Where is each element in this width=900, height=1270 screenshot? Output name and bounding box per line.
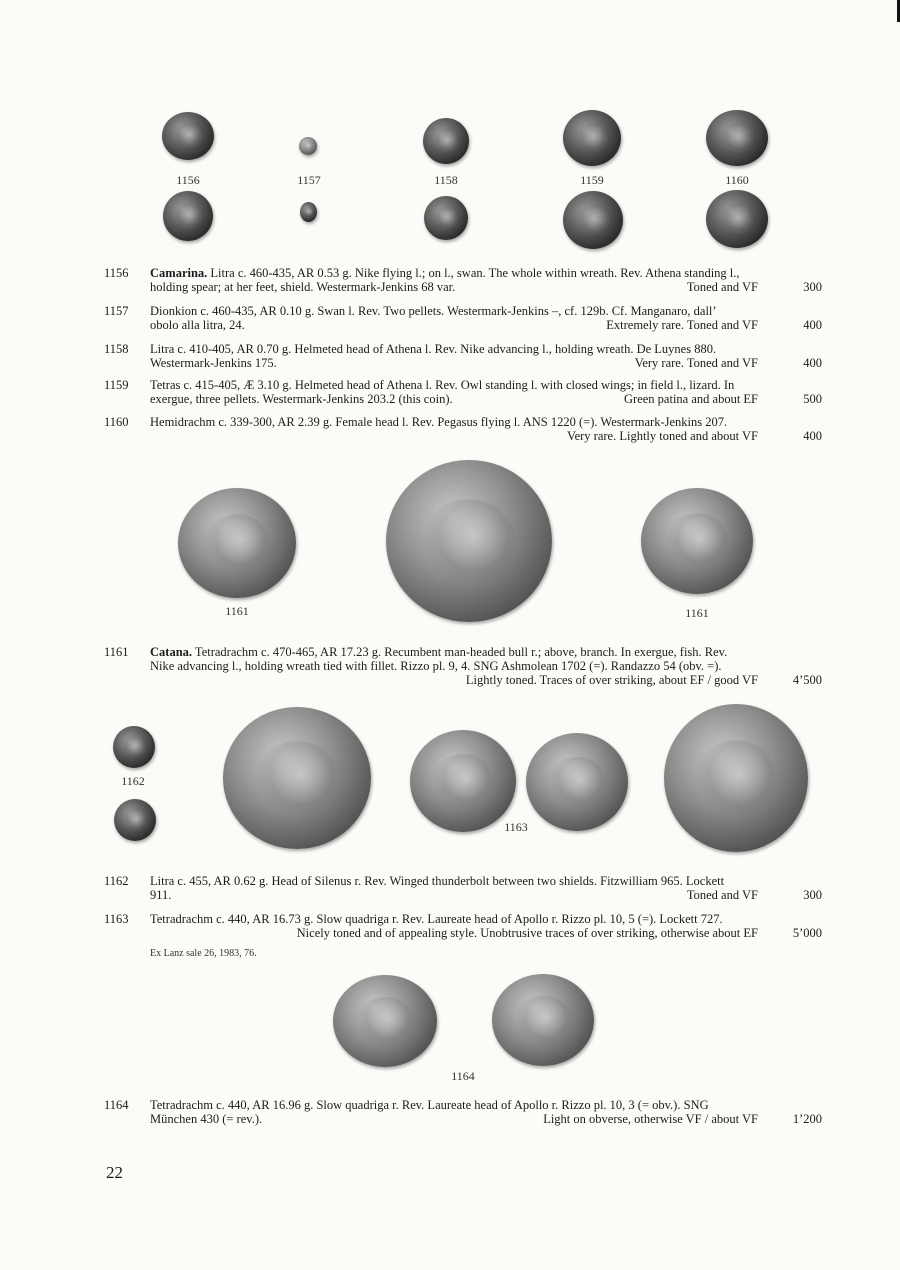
lot-number: 1156 [104,266,129,280]
lot-grade: Toned and VF [686,280,758,294]
lot-description: Tetradrachm c. 440, AR 16.96 g. Slow quadriga r. Rev. Laureate head of Apollo r. Rizzo pl. 10, 3 (= obv.). SNG [150,1098,709,1112]
entry-1156 [104,266,822,296]
coin-1163-reverse-enlarged [664,704,808,852]
lot-grade: Toned and VF [686,888,758,902]
coin-1157-reverse [300,202,317,222]
entry-1162 [104,874,822,904]
lot-price: 4’500 [792,673,822,687]
lot-description-cont: exergue, three pellets. Westermark-Jenkins 203.2 (this coin). [150,392,453,406]
page-number: 22 [106,1163,123,1182]
lot-number: 1161 [104,645,129,659]
coin-1164-reverse [492,974,594,1066]
lot-grade: Very rare. Toned and VF [634,356,758,370]
plate-label-1157: 1157 [297,173,321,187]
plate-label-1163: 1163 [504,820,528,834]
lot-number: 1160 [104,415,129,429]
coin-1161-obverse [178,488,296,598]
coin-1162-reverse [114,799,156,841]
lot-description: Hemidrachm c. 339-300, AR 2.39 g. Female head l. Rev. Pegasus flying l. ANS 1220 (=). Westermark-Jenkins 207. [150,415,728,429]
lot-number: 1157 [104,304,129,318]
entry-1158 [104,342,822,372]
lot-description: Litra c. 460-435, AR 0.53 g. Nike flying l.; on l., swan. The whole within wreath. Rev. Athena standing l., [207,266,740,280]
lot-price: 300 [803,280,822,294]
lot-price: 300 [803,888,822,902]
mint-name: Catana. [150,645,193,659]
lot-number: 1158 [104,342,129,356]
lot-description-cont: Nike advancing l., holding wreath tied with fillet. Rizzo pl. 9, 4. SNG Ashmolean 1702 (=). Randazzo 54 (obv. =). [150,659,722,673]
coin-1160-reverse [706,190,768,248]
lot-number: 1163 [104,912,129,926]
plate-label-1161-reverse: 1161 [685,606,709,620]
lot-number: 1159 [104,378,129,392]
lot-description-cont: 911. [150,888,172,902]
lot-price: 5’000 [792,926,822,940]
lot-description-cont: obolo alla litra, 24. [150,318,245,332]
lot-grade: Nicely toned and of appealing style. Unobtrusive traces of over striking, otherwise about EF [296,926,758,940]
coin-1163-obverse-enlarged [223,707,371,849]
coin-1158-reverse [424,196,468,240]
lot-price: 1’200 [792,1112,822,1126]
coin-1157-obverse [299,137,317,155]
entry-1164 [104,1098,822,1128]
plate-label-1161-obverse: 1161 [225,604,249,618]
entry-1160 [104,415,822,445]
lot-description: Dionkion c. 460-435, AR 0.10 g. Swan l. Rev. Two pellets. Westermark-Jenkins –, cf. 129b. Cf. Manganaro, dall’ [150,304,717,318]
lot-description-cont: holding spear; at her feet, shield. Westermark-Jenkins 68 var. [150,280,456,294]
coin-1158-obverse [423,118,469,164]
lot-grade: Extremely rare. Toned and VF [606,318,758,332]
coin-1156-obverse [162,112,214,160]
coin-1160-obverse [706,110,768,166]
lot-number: 1162 [104,874,129,888]
lot-grade: Lightly toned. Traces of over striking, about EF / good VF [465,673,758,687]
lot-grade: Very rare. Lightly toned and about VF [566,429,758,443]
lot-price: 400 [803,356,822,370]
coin-1159-reverse [563,191,623,249]
lot-description: Litra c. 455, AR 0.62 g. Head of Silenus r. Rev. Winged thunderbolt between two shields. Fitzwilliam 965. Lockett [150,874,725,888]
mint-name: Camarina. [150,266,208,280]
plate-label-1162: 1162 [121,774,145,788]
entry-1159 [104,378,822,408]
coin-1161-obverse-enlarged [386,460,552,622]
plate-label-1160: 1160 [725,173,749,187]
coin-1159-obverse [563,110,621,166]
coin-1164-obverse [333,975,437,1067]
plate-label-1164: 1164 [451,1069,475,1083]
lot-price: 400 [803,429,822,443]
lot-price: 500 [803,392,822,406]
lot-grade: Light on obverse, otherwise VF / about VF [543,1112,758,1126]
lot-number: 1164 [104,1098,129,1112]
lot-description: Tetradrachm c. 440, AR 16.73 g. Slow quadriga r. Rev. Laureate head of Apollo r. Rizzo pl. 10, 5 (=). Lockett 727. [150,912,723,926]
lot-price: 400 [803,318,822,332]
lot-description: Tetradrachm c. 470-465, AR 17.23 g. Recumbent man-headed bull r.; above, branch. In exergue, fish. Rev. [192,645,728,659]
entry-1157 [104,304,822,334]
coin-1162-obverse [113,726,155,768]
coin-1163-obverse [410,730,516,832]
coin-1163-reverse [526,733,628,831]
entry-1163 [104,912,822,942]
lot-description-cont: Westermark-Jenkins 175. [150,356,277,370]
coin-1156-reverse [163,191,213,241]
lot-description: Tetras c. 415-405, Æ 3.10 g. Helmeted head of Athena l. Rev. Owl standing l. with closed wings; in field l., lizard. In [150,378,735,392]
plate-label-1159: 1159 [580,173,604,187]
lot-description: Litra c. 410-405, AR 0.70 g. Helmeted head of Athena l. Rev. Nike advancing l., holding wreath. De Luynes 880. [150,342,717,356]
lot-description-cont: München 430 (= rev.). [150,1112,263,1126]
entry-1161 [104,645,822,689]
plate-label-1156: 1156 [176,173,200,187]
coin-1161-reverse [641,488,753,594]
plate-label-1158: 1158 [434,173,458,187]
provenance-note: Ex Lanz sale 26, 1983, 76. [150,948,257,959]
lot-grade: Green patina and about EF [624,392,758,406]
